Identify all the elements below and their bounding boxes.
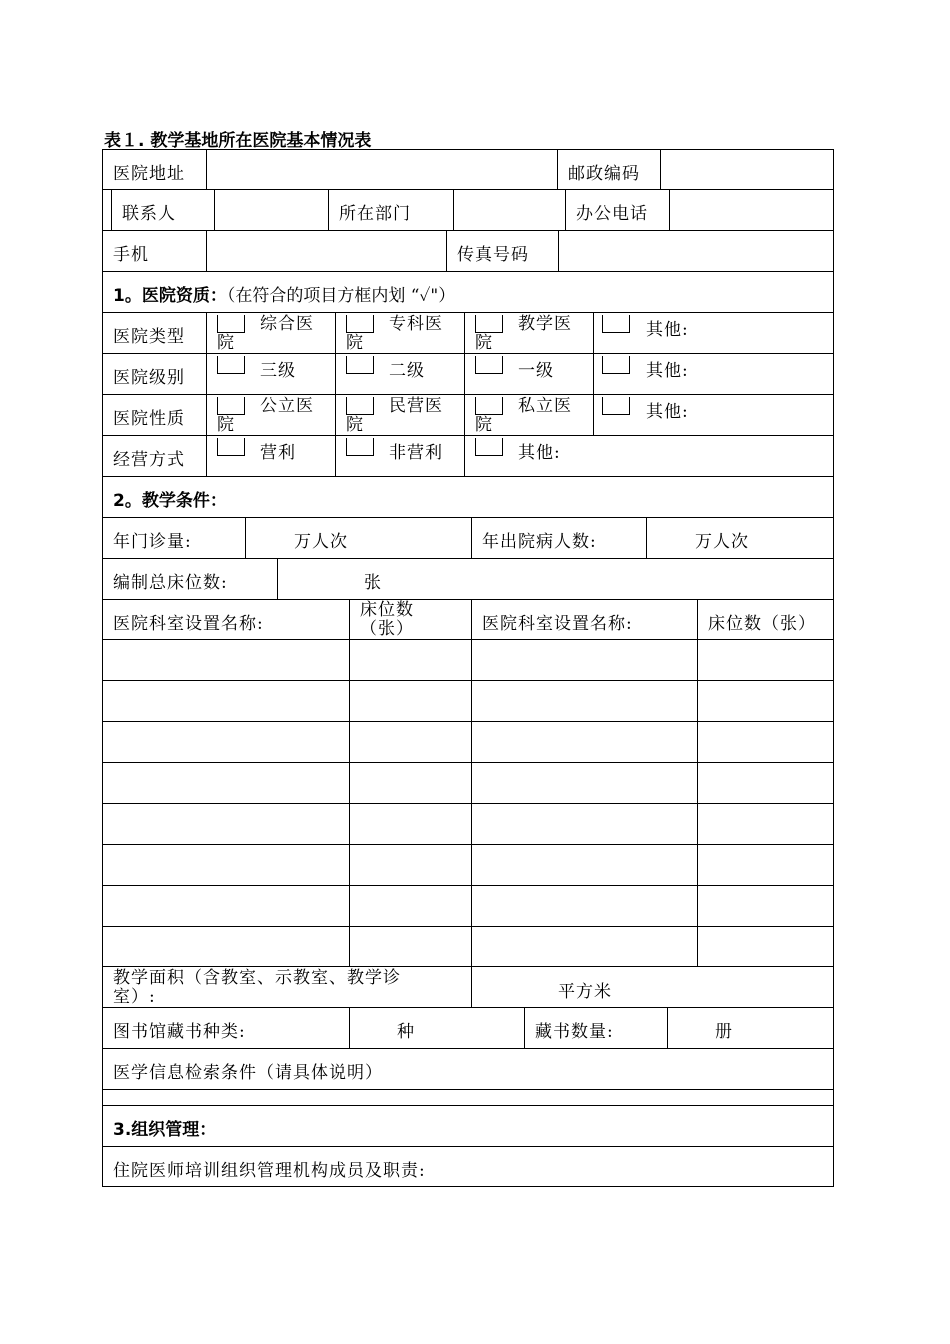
books-unit: 册	[715, 1022, 733, 1042]
dept-name-cell[interactable]	[471, 722, 697, 762]
checkbox[interactable]	[602, 397, 630, 415]
section1-header	[102, 272, 834, 313]
bed-count-cell[interactable]	[349, 640, 471, 680]
hospital-level-label: 医院级别	[113, 368, 185, 388]
table-row	[102, 763, 834, 804]
section3-header	[102, 1106, 834, 1147]
dept-name-header: 医院科室设置名称:	[113, 614, 264, 634]
bed-count-cell[interactable]	[349, 927, 471, 966]
dept-name-cell[interactable]	[103, 845, 349, 885]
dept-name-cell[interactable]	[103, 804, 349, 844]
option-label: 二级	[389, 361, 425, 381]
option-label: 私立医院	[475, 396, 572, 435]
org-members-label: 住院医师培训组织管理机构成员及职责:	[113, 1161, 426, 1181]
outpatient-field[interactable]	[245, 518, 471, 558]
info-retrieval-field[interactable]	[102, 1090, 834, 1106]
dept-name-cell[interactable]	[103, 681, 349, 721]
dept-name-cell[interactable]	[103, 763, 349, 803]
option-label: 营利	[260, 443, 296, 463]
bed-count-cell[interactable]	[697, 722, 833, 762]
row-operation-mode	[102, 436, 834, 477]
option-label: 公立医院	[217, 396, 314, 435]
option-label: 非营利	[389, 443, 443, 463]
row-hospital-type	[102, 313, 834, 354]
bed-count-cell[interactable]	[697, 763, 833, 803]
postcode-label: 邮政编码	[568, 164, 640, 184]
row-library	[102, 1008, 834, 1049]
section1-title: 1。医院资质：	[113, 286, 227, 306]
contact-label: 联系人	[122, 204, 176, 224]
books-field[interactable]	[667, 1008, 833, 1048]
option-label: 一级	[518, 361, 554, 381]
option-label: 三级	[260, 361, 296, 381]
dept-name-cell[interactable]	[471, 886, 697, 926]
fax-label: 传真号码	[457, 245, 529, 265]
option-label: 其他:	[518, 443, 561, 463]
checkbox[interactable]	[475, 356, 503, 374]
bed-count-cell[interactable]	[349, 763, 471, 803]
library-label: 图书馆藏书种类:	[113, 1022, 246, 1042]
checkbox[interactable]	[346, 356, 374, 374]
checkbox[interactable]	[475, 438, 503, 456]
bed-count-header-right: 床位数（张）	[708, 614, 816, 634]
dept-name-cell[interactable]	[103, 722, 349, 762]
library-field[interactable]	[349, 1008, 524, 1048]
contact-field[interactable]	[214, 190, 328, 230]
option-label: 专科医院	[346, 314, 443, 353]
library-unit: 种	[397, 1022, 415, 1042]
dept-table-header	[102, 600, 834, 640]
teaching-area-unit: 平方米	[558, 982, 612, 1002]
bed-count-cell[interactable]	[349, 845, 471, 885]
address-label: 医院地址	[113, 164, 185, 184]
bed-count-cell[interactable]	[697, 681, 833, 721]
row-org-members	[102, 1147, 834, 1187]
dept-name-cell[interactable]	[471, 804, 697, 844]
bed-count-cell[interactable]	[349, 681, 471, 721]
info-retrieval-label: 医学信息检索条件（请具体说明）	[113, 1063, 383, 1083]
section1-note: （在符合的项目方框内划 “✓"）	[226, 286, 456, 306]
postcode-field[interactable]	[660, 150, 833, 189]
dept-name-cell[interactable]	[103, 886, 349, 926]
row-info-retrieval	[102, 1049, 834, 1090]
table-row	[102, 845, 834, 886]
row-teaching-area	[102, 967, 834, 1008]
section3-title: 3.组织管理：	[113, 1120, 217, 1140]
row-contact	[102, 190, 834, 231]
option-label: 其他:	[646, 361, 689, 381]
hospital-nature-label: 医院性质	[113, 409, 185, 429]
checkbox[interactable]	[217, 356, 245, 374]
option-label: 其他:	[646, 320, 689, 340]
bed-count-cell[interactable]	[349, 722, 471, 762]
table-row	[102, 722, 834, 763]
dept-name-cell[interactable]	[471, 845, 697, 885]
option-label: 其他:	[646, 402, 689, 422]
discharge-label: 年出院病人数:	[482, 532, 597, 552]
option-label: 民营医院	[346, 396, 443, 435]
bed-count-cell[interactable]	[349, 804, 471, 844]
bed-count-cell[interactable]	[697, 886, 833, 926]
department-label: 所在部门	[339, 204, 411, 224]
row-outpatient	[102, 518, 834, 559]
beds-label: 编制总床位数:	[113, 573, 228, 593]
hospital-info-form	[102, 149, 834, 1187]
department-field[interactable]	[453, 190, 565, 230]
discharge-unit: 万人次	[695, 532, 749, 552]
fax-field[interactable]	[558, 231, 833, 271]
page-title: 表１. 教学基地所在医院基本情况表	[104, 131, 372, 151]
outpatient-label: 年门诊量:	[113, 532, 192, 552]
section2-title: 2。教学条件：	[113, 491, 227, 511]
table-row	[102, 681, 834, 722]
bed-count-cell[interactable]	[349, 886, 471, 926]
dept-name-cell[interactable]	[103, 640, 349, 680]
beds-field[interactable]	[277, 559, 833, 599]
dept-name-cell[interactable]	[471, 763, 697, 803]
mobile-field[interactable]	[206, 231, 446, 271]
books-label: 藏书数量:	[535, 1022, 614, 1042]
dept-name-cell[interactable]	[471, 681, 697, 721]
checkbox[interactable]	[346, 438, 374, 456]
bed-count-cell[interactable]	[697, 640, 833, 680]
discharge-field[interactable]	[646, 518, 833, 558]
teaching-area-label: 教学面积（含教室、示教室、教学诊室）:	[113, 968, 401, 1007]
teaching-area-field[interactable]	[471, 967, 833, 1007]
office-phone-label: 办公电话	[576, 204, 648, 224]
office-phone-field[interactable]	[669, 190, 833, 230]
table-row	[102, 804, 834, 845]
hospital-type-label: 医院类型	[113, 327, 185, 347]
dept-name-cell[interactable]	[471, 927, 697, 966]
dept-name-cell[interactable]	[103, 927, 349, 966]
operation-mode-label: 经营方式	[113, 450, 185, 470]
bed-count-header-left: 床位数（张）	[360, 600, 414, 639]
row-address	[102, 149, 834, 190]
checkbox[interactable]	[602, 356, 630, 374]
row-hospital-level	[102, 354, 834, 395]
checkbox[interactable]	[217, 438, 245, 456]
bed-count-cell[interactable]	[697, 927, 833, 966]
row-total-beds	[102, 559, 834, 600]
dept-name-cell[interactable]	[471, 640, 697, 680]
option-label: 综合医院	[217, 314, 314, 353]
mobile-label: 手机	[113, 245, 149, 265]
dept-name-header2: 医院科室设置名称:	[482, 614, 633, 634]
beds-unit: 张	[364, 573, 382, 593]
table-row	[102, 886, 834, 927]
section2-header	[102, 477, 834, 518]
table-row	[102, 927, 834, 967]
checkbox[interactable]	[602, 315, 630, 333]
row-hospital-nature	[102, 395, 834, 436]
row-mobile	[102, 231, 834, 272]
table-row	[102, 640, 834, 681]
bed-count-cell[interactable]	[697, 845, 833, 885]
bed-count-cell[interactable]	[697, 804, 833, 844]
option-label: 教学医院	[475, 314, 572, 353]
outpatient-unit: 万人次	[294, 532, 348, 552]
